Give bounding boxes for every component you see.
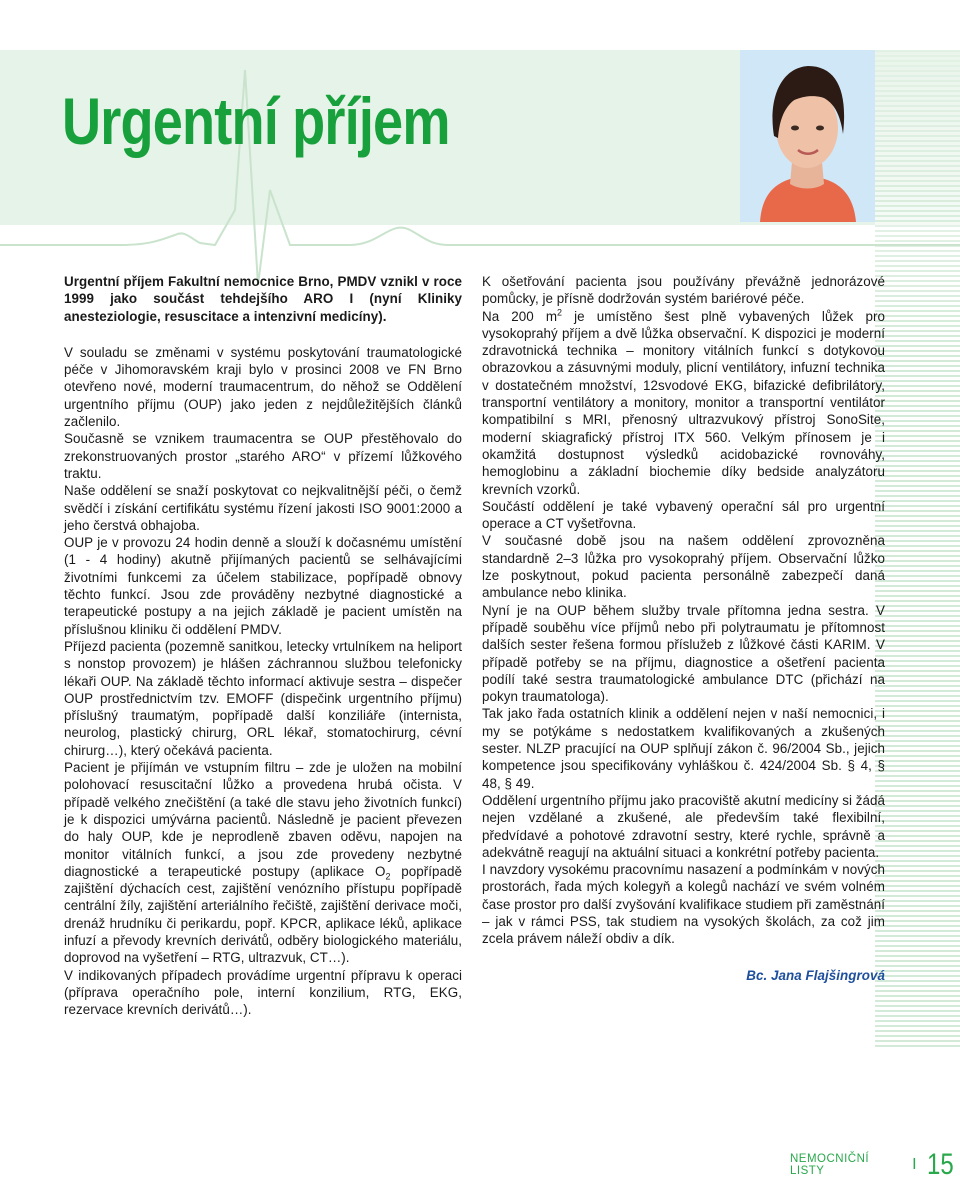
article-column-right (482, 273, 885, 984)
paragraph (64, 759, 462, 967)
article-intro: Urgentní příjem Fakultní nemocnice Brno, PMDV vznikl v roce 1999 jako součást tehdejšího ARO I (nyní Kliniky anesteziologie, resuscitace a intenzivní medicíny). (64, 274, 462, 324)
paragraph: OUP je v provozu 24 hodin denně a slouží k dočasnému umístění (1 - 4 hodiny) akutně přijímaných pacientů se selhávajícími životními funkcemi za účelem stabilizace, popřípadě obnovy těchto funkcí. Jsou zde prováděny nezbytné diagnostické a terapeutické postupy a na jejich základě je pacient umístěn na příslušnou kliniku či oddělení PMDV. (64, 535, 462, 637)
paragraph: I navzdory vysokému pracovnímu nasazení a podmínkám v nových prostorách, řada mých kolegyň a kolegů nachází ve svém volném čase prostor pro další zvyšování kvalifikace studiem při zaměstnání – jak v rámci PSS, tak studiem na vysokých školách, za což jim zcela právem náleží obdiv a dík. (482, 862, 886, 947)
paragraph: Součástí oddělení je také vybavený operační sál pro urgentní operace a CT vyšetřovna. (482, 498, 885, 532)
paragraph: Naše oddělení se snaží poskytovat co nejkvalitnější péči, o čemž svědčí i získání certifikátu systému řízení jakosti ISO 9001:2000 a jeho čerstvá obhajoba. (64, 483, 462, 533)
author-photo (740, 50, 875, 222)
paragraph: Příjezd pacienta (pozemně sanitkou, letecky vrtulníkem na heliport s nonstop provozem) je hlášen záchrannou službou telefonicky lékaři OUP. Na základě těchto informací aktivuje sestra – dispečer OUP prostřednictvím tzv. EMOFF (dispečink urgentního příjmu) příslušný traumatým, popřípadě další konziliáře (internista, neurolog, plastický chirurg, ORL lékař, stomatochirurg, cévní chirurg…), který očekává pacienta. (64, 638, 462, 758)
paragraph: Nyní je na OUP během služby trvale přítomna jedna sestra. V případě souběhu více příjmů nebo při polytraumatu je přítomnost dalších sester řešena formou příslužeb z lůžkové části KARIM. V případě potřeby se na příjmu, diagnostice a ošetření pacienta podílí také sestra traumatologické ambulance DTC (přichází na pokyn traumatologa). (482, 602, 885, 705)
text-run: Na 200 m (482, 308, 558, 324)
paragraph: Oddělení urgentního příjmu jako pracoviště akutní medicíny si žádá nejen vzdělané a zkušené, ale především také flexibilní, předvídavé a pohotové zdravotní sestry, které rychle, správně a adekvátně reagují na aktuální situaci a konkrétní potřeby pacienta. (482, 792, 886, 860)
paragraph (482, 308, 885, 498)
paragraph: K ošetřování pacienta jsou používány převážně jednorázové pomůcky, je přísně dodržován systém bariérové péče. (482, 274, 885, 307)
paragraph: V souladu se změnami v systému poskytování traumatologické péče v Jihomoravském kraji bylo v prosinci 2008 ve FN Brno otevřeno nové, moderní traumacentrum, do něhož se Oddělení urgentního příjmu (OUP) jako jeden z nejdůležitějších článků začlenilo. (64, 344, 462, 430)
article-column-left (64, 273, 462, 1018)
page-title: Urgentní příjem (62, 84, 450, 158)
superscript: 2 (557, 307, 563, 318)
author-signature: Bc. Jana Flajšingrová (746, 967, 885, 983)
paragraph: V současné době jsou na našem oddělení zprovozněna standardně 2–3 lůžka pro vysokoprahý příjem. Observační lůžko lze poskytnout, pokud pacienta personálně zabezpečí daná ambulance nebo klinika. (482, 533, 885, 601)
text-run: Pacient je přijímán ve vstupním filtru – zde je uložen na mobilní polohovací resuscitační lůžko a provedena hrubá očista. V případě velkého znečištění (a také dle stavu jeho životních funkcí) je k dispozici umývárna pacientů. Následně je pacient převezen do haly OUP, kde je neprodleně zbaven oděvu, napojen na monitor vitálních funkcí, a jsou zde provedeny nezbytné diagnostické a terapeutické postupy (aplikace O (64, 760, 462, 879)
footer-separator: I (912, 1156, 917, 1173)
magazine-name: NEMOCNIČNÍ LISTY (790, 1153, 870, 1177)
paragraph: Tak jako řada ostatních klinik a oddělení nejen v naší nemocnici, i my se potýkáme s nedostatkem kvalifikovaných a zkušených sester. NLZP pracující na OUP splňují zákon č. 96/2004 Sb., jejich kompetence jsou specifikovány vyhláškou č. 424/2004 Sb. § 4, § 48, § 49. (482, 706, 885, 791)
page-footer (790, 1150, 960, 1180)
text-run: je umístěno šest plně vybavených lůžek pro vysokoprahý příjem a dvě lůžka observační. K dispozici je moderní zdravotnická technika – monitory vitálních funkcí s dotykovou obrazovkou a zásuvnými moduly, plicní ventilátory, infuzní technika v dostatečném množství, 12svodové EKG, bifazické defibrilátory, transportní ventilátory a monitory, monitor a transportní ventilátor kompatibilní s MRI, přenosný ultrazvukový přístroj SonoSite, moderní skiagrafický přístroj ITX 560. Velkým přínosem je i okamžitá dostupnost výsledků acidobazické rovnováhy, hemoglobinu a základní biochemie díky bedside analyzátoru krevních vzorků. (482, 308, 885, 497)
subscript: 2 (385, 871, 391, 882)
text-run: popřípadě zajištění dýchacích cest, zajištění venózního přístupu popřípadě centrální žíly, zajištění arteriálního řečiště, zajištění derivace moči, drenáž hrudníku či perikardu, popř. KPCR, aplikace léků, aplikace infuzí a převody krevních derivátů, odběry biologického materiálu, doprovod na vyšetření – RTG, ultrazvuk, CT…). (64, 863, 462, 966)
paragraph: Současně se vznikem traumacentra se OUP přestěhovalo do zrekonstruovaných prostor „starého ARO“ v přízemí lůžkového traktu. (64, 431, 462, 481)
paragraph: V indikovaných případech provádíme urgentní přípravu k operaci (příprava operačního pole, interní konzilium, RTG, EKG, rezervace krevních derivátů…). (64, 967, 462, 1018)
page-number: 15 (926, 1148, 954, 1181)
